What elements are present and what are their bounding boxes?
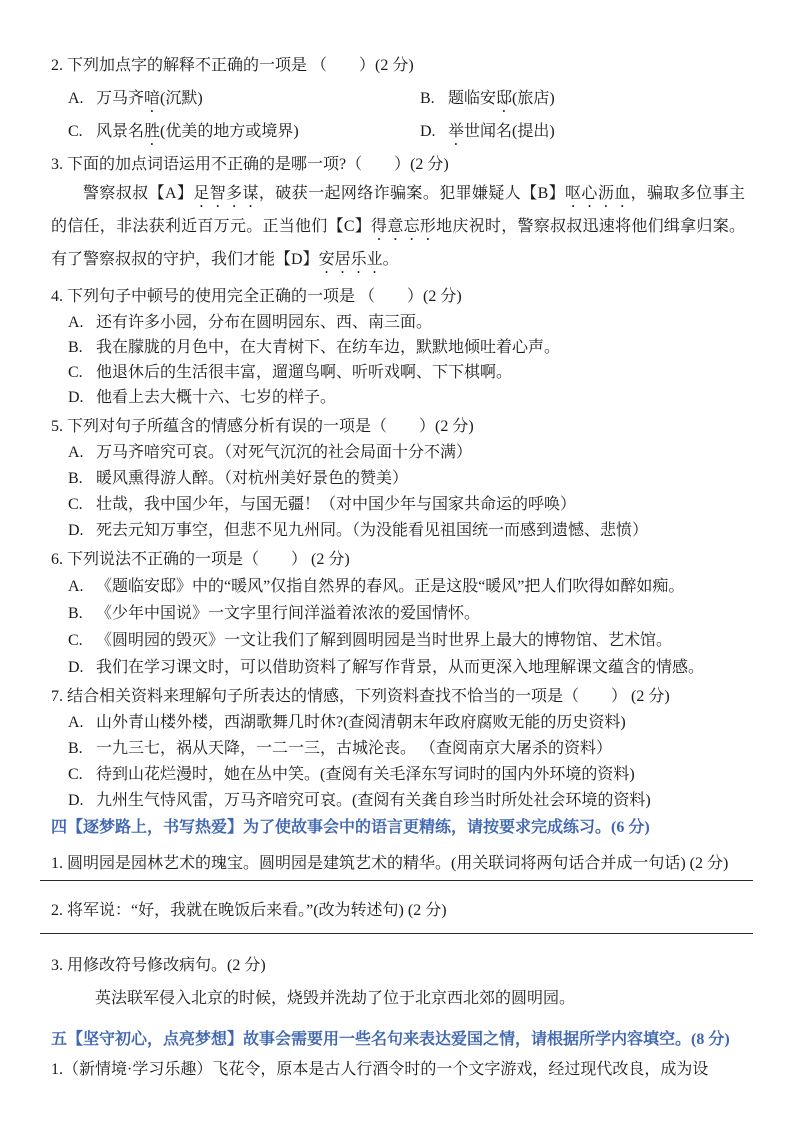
option-letter: C. [68,632,83,649]
option-letter: D. [68,659,84,676]
option-text: 一九三七，祸从天降，一二一三，古城沦丧。 （查阅南京大屠杀的资料） [96,740,613,757]
q5-option-a [51,440,745,466]
q7-option-a [51,710,745,736]
option-letter: D. [68,792,84,809]
sentence-to-correct: 英法联军侵入北京的时候，烧毁并洗劫了位于北京西北郊的圆明园。 [95,990,576,1007]
q4-option-d [51,385,745,410]
option-text: 壮哉，我中国少年，与国无疆！（对中国少年与国家共命运的呼唤） [96,496,577,513]
q6-option-c [51,627,745,654]
option-text: 《少年中国说》一文字里行间洋溢着浓浓的爱国情怀。 [96,605,481,622]
option-letter: C. [68,364,83,381]
option-letter: B. [68,740,83,757]
option-text: 题临安邸(旅店) [448,90,555,107]
question-6-title: 6. 下列说法不正确的一项是（ ） (2 分) [51,551,350,568]
q4-option-b [51,335,745,360]
q4-option-c [51,360,745,385]
section-4-question-1: 1. 圆明园是园林艺术的瑰宝。圆明园是建筑艺术的精华。(用关联词将两句话合并成一句话) (2 分) [51,855,729,872]
question-2-options [51,83,745,149]
option-text: 他看上去大概十六、七岁的样子。 [96,389,337,406]
question-3 [51,151,745,277]
option-letter: A. [68,578,84,595]
option-text: 九州生气恃风雷，万马齐喑究可哀。(查阅有关龚自珍当时所处社会环境的资料) [96,792,651,809]
q7-option-d [51,788,745,814]
q5-option-d [51,518,745,544]
option-letter: C. [68,766,83,783]
section-4 [51,814,745,1012]
section-4-question-2: 2. 将军说：“好，我就在晚饭后来看。”(改为转述句) (2 分) [51,902,447,919]
option-letter: D. [68,522,84,539]
q5-option-b [51,466,745,492]
q6-option-b [51,600,745,627]
answer-blank-line [40,933,753,934]
q6-option-d [51,654,745,681]
question-5 [51,413,745,544]
question-3-title: 3. 下面的加点词语运用不正确的是哪一项?（ ）(2 分) [51,156,449,173]
option-letter: B. [68,339,83,356]
option-letter: A. [68,444,84,461]
option-letter: D. [420,123,436,140]
section-5-question-1: 1.（新情境·学习乐趣）飞花令，原本是古人行酒令时的一个文字游戏，经过现代改良，成为设 [51,1061,709,1078]
option-text: 山外青山楼外楼，西湖歌舞几时休?(查阅清朝末年政府腐败无能的历史资料) [96,714,626,731]
option-letter: A. [68,714,84,731]
option-text: 他退休后的生活很丰富，遛遛鸟啊、听听戏啊、下下棋啊。 [96,364,513,381]
option-text: 举世闻名(提出) [448,123,555,140]
q4-option-a [51,310,745,335]
option-letter: C. [68,123,83,140]
q7-option-b [51,736,745,762]
option-letter: B. [68,470,83,487]
question-4 [51,283,745,410]
q2-option-c [51,116,403,149]
question-5-title: 5. 下列对句子所蕴含的情感分析有误的一项是（ ）(2 分) [51,418,474,435]
option-text: 万马齐喑究可哀。（对死气沉沉的社会局面十分不满） [96,444,473,461]
section-4-question-3: 3. 用修改符号修改病句。(2 分) [51,957,266,974]
section-5-header: 五【坚守初心，点亮梦想】故事会需要用一些名句来表达爱国之情，请根据所学内容填空。(8 分) [51,1031,730,1048]
option-letter: C. [68,496,83,513]
question-5-options [51,440,745,544]
section-4-header: 四【逐梦路上，书写热爱】为了使故事会中的语言更精练，请按要求完成练习。(6 分) [51,819,650,836]
answer-blank-line [40,880,753,881]
option-text: 风景名胜(优美的地方或境界) [96,123,299,140]
question-4-options [51,310,745,410]
option-letter: B. [420,90,435,107]
option-letter: A. [68,314,84,331]
question-2-title: 2. 下列加点字的解释不正确的一项是 （ ）(2 分) [51,57,414,74]
q5-option-c [51,492,745,518]
question-3-passage: 警察叔叔【A】足智多谋，破获一起网络诈骗案。犯罪嫌疑人【B】呕心沥血，骗取多位事主的信任，非法获利近百万元。正当他们【C】得意忘形地庆祝时，警察叔叔迅速将他们缉拿归案。有了警察叔叔的守护，我们才能【D】安居乐业。 [51,185,745,268]
question-4-title: 4. 下列句子中顿号的使用完全正确的一项是 （ ）(2 分) [51,288,462,305]
question-7-title: 7. 结合相关资料来理解句子所表达的情感，下列资料查找不恰当的一项是（ ） (2 分) [51,688,670,705]
option-text: 万马齐喑(沉默) [96,90,203,107]
section-5 [51,1026,745,1083]
question-2 [51,52,745,149]
option-letter: B. [68,605,83,622]
q2-option-a [51,83,403,116]
option-text: 《圆明园的毁灭》一文让我们了解到圆明园是当时世界上最大的博物馆、艺术馆。 [96,632,673,649]
option-letter: D. [68,389,84,406]
question-6-options [51,573,745,681]
question-6 [51,546,745,681]
option-text: 我们在学习课文时，可以借助资料了解写作背景，从而更深入地理解课文蕴含的情感。 [96,659,705,676]
q7-option-c [51,762,745,788]
q2-option-b [403,83,745,116]
option-text: 待到山花烂漫时，她在丛中笑。(查阅有关毛泽东写词时的国内外环境的资料) [96,766,635,783]
option-text: 《题临安邸》中的“暖风”仅指自然界的春风。正是这股“暖风”把人们吹得如醉如痴。 [96,578,685,595]
option-text: 暖风熏得游人醉。（对杭州美好景色的赞美） [96,470,409,487]
option-text: 死去元知万事空，但悲不见九州同。（为没能看见祖国统一而感到遗憾、悲愤） [96,522,649,539]
option-text: 我在朦胧的月色中，在大青树下、在纺车边，默默地倾吐着心声。 [96,339,561,356]
q6-option-a [51,573,745,600]
q2-option-d [403,116,745,149]
question-7-options [51,710,745,814]
question-7 [51,683,745,814]
option-letter: A. [68,90,84,107]
option-text: 还有许多小园，分布在圆明园东、西、南三面。 [96,314,433,331]
